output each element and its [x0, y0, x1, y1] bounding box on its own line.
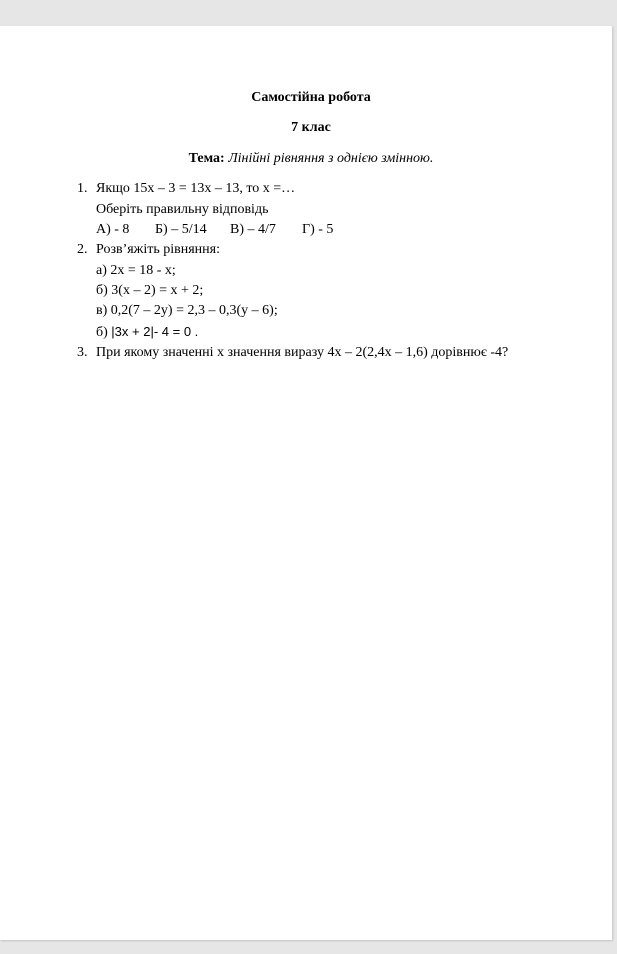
task-3-text: При якому значенні х значення виразу 4х – 2(2,4х – 1,6) дорівнює -4?	[96, 345, 509, 360]
task-2-part-b: б) 3(х – 2) = х + 2;	[96, 283, 204, 298]
option-b: Б) – 5/14	[155, 222, 207, 237]
document-page	[0, 26, 612, 940]
task-1-instruction: Оберіть правильну відповідь	[96, 202, 269, 217]
option-a: А) - 8	[96, 222, 130, 237]
topic-line	[0, 151, 617, 167]
task-2-number: 2.	[77, 242, 88, 257]
task-2-part-a: а) 2х = 18 - х;	[96, 263, 176, 278]
task-2-part-d-expression: |3x + 2|- 4 = 0 .	[111, 324, 199, 339]
task-1-options	[96, 221, 356, 239]
grade-label: 7 клас	[291, 120, 331, 135]
topic-label: Тема:	[188, 151, 225, 166]
task-1-text: Якщо 15х – 3 = 13х – 13, то х =…	[96, 181, 296, 196]
task-2-part-c: в) 0,2(7 – 2у) = 2,3 – 0,3(у – 6);	[96, 303, 278, 318]
task-2-text: Розв’яжіть рівняння:	[96, 242, 220, 257]
option-d: Г) - 5	[302, 222, 334, 237]
document-title: Самостійна робота	[251, 90, 371, 105]
task-1-number: 1.	[77, 181, 88, 196]
topic-text: Лінійні рівняння з однією змінною.	[228, 151, 434, 166]
task-2-part-d-prefix: б)	[96, 325, 108, 340]
option-c: В) – 4/7	[230, 222, 276, 237]
task-3-number: 3.	[77, 345, 88, 360]
task-2-part-d	[96, 323, 198, 342]
